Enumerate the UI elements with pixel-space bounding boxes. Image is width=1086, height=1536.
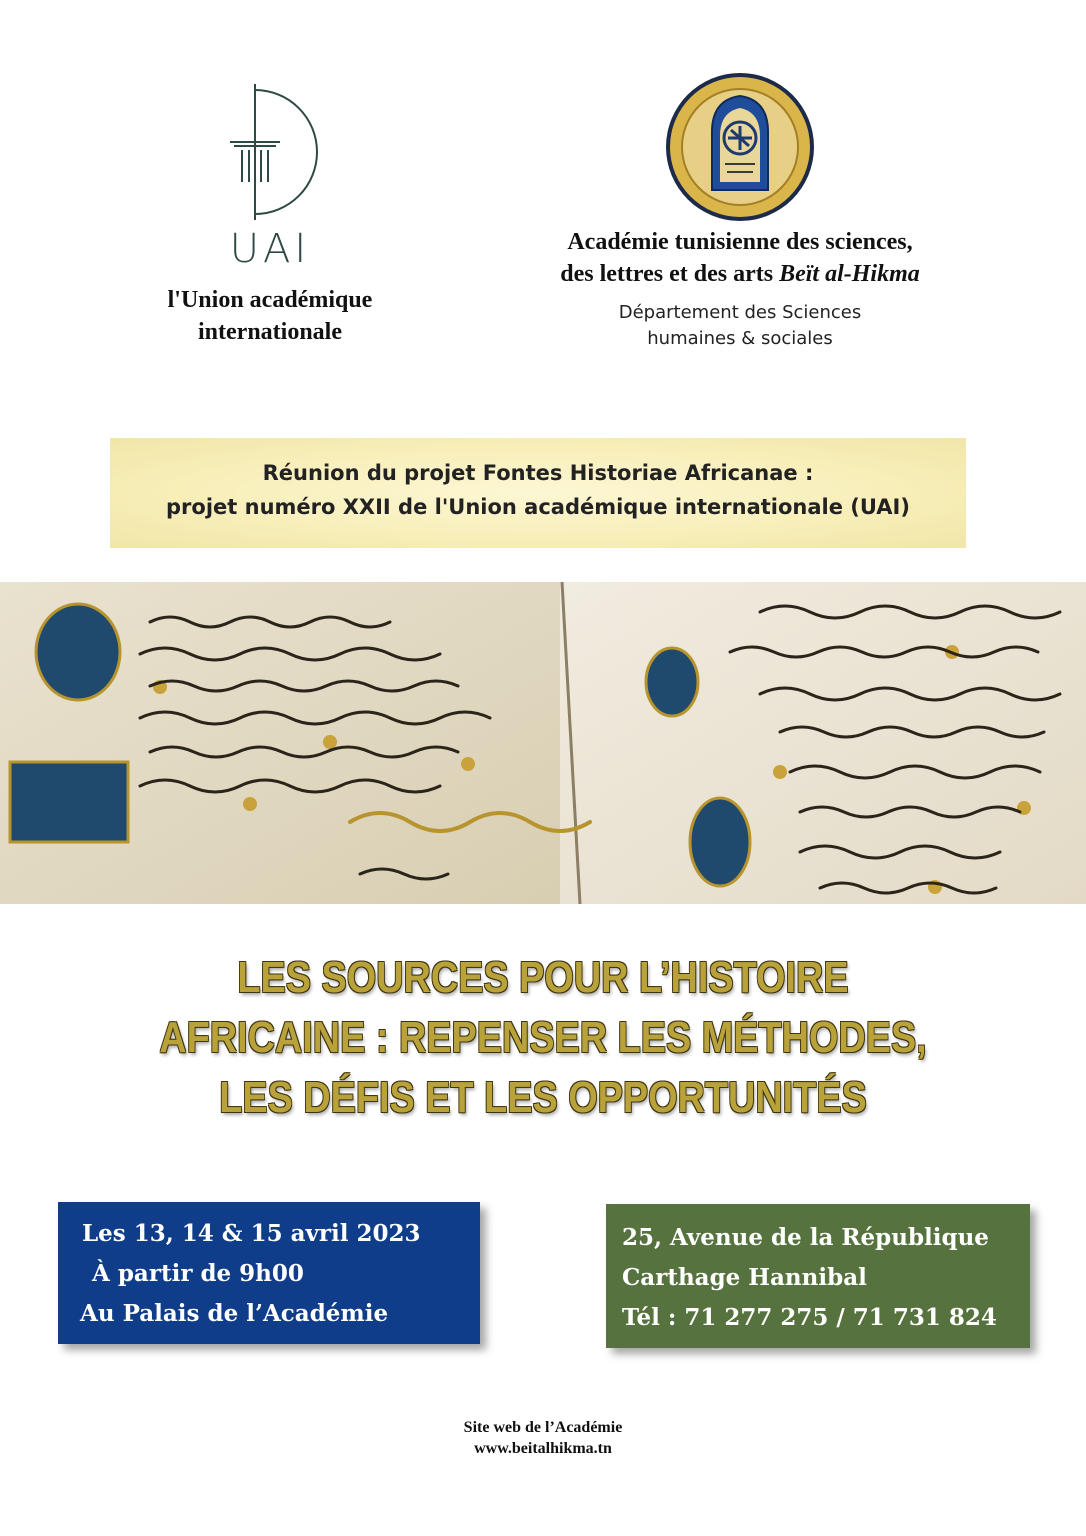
academy-name bbox=[480, 226, 1000, 290]
uai-name bbox=[120, 284, 420, 348]
date-line2: À partir de 9h00 bbox=[92, 1260, 304, 1287]
address-box bbox=[606, 1204, 1030, 1348]
address-line1: 25, Avenue de la République bbox=[622, 1224, 989, 1251]
beit-al-hikma-seal-icon bbox=[665, 72, 815, 222]
phone-line: Tél : 71 277 275 / 71 731 824 bbox=[622, 1304, 997, 1331]
uai-name-line2: internationale bbox=[198, 319, 342, 345]
website-link[interactable]: www.beitalhikma.tn bbox=[474, 1440, 612, 1457]
date-box bbox=[58, 1202, 480, 1344]
title-line2: AFRICAINE : REPENSER LES MÉTHODES, bbox=[159, 1013, 927, 1062]
academy-name-line1: Académie tunisienne des sciences, bbox=[567, 229, 913, 255]
department bbox=[520, 300, 960, 352]
title-line1: LES SOURCES POUR L’HISTOIRE bbox=[237, 953, 849, 1002]
date-line3: Au Palais de l’Académie bbox=[80, 1300, 389, 1327]
project-heading bbox=[110, 456, 966, 524]
project-line1: Réunion du projet Fontes Historiae Africanae : bbox=[262, 461, 814, 485]
main-title bbox=[110, 948, 975, 1128]
academy-name-line2-prefix: des lettres et des arts bbox=[560, 261, 780, 287]
manuscript-image bbox=[0, 582, 1086, 904]
department-line1: Département des Sciences bbox=[618, 302, 862, 323]
date-line1: Les 13, 14 & 15 avril 2023 bbox=[82, 1220, 421, 1247]
uai-logo-icon bbox=[210, 72, 330, 232]
project-line2: projet numéro XXII de l'Union académique internationale (UAI) bbox=[166, 495, 910, 519]
academy-name-line2 bbox=[480, 258, 1000, 290]
department-line2: humaines & sociales bbox=[647, 328, 833, 349]
title-line3: LES DÉFIS ET LES OPPORTUNITÉS bbox=[219, 1073, 867, 1122]
footer bbox=[343, 1417, 743, 1459]
uai-name-line1: l'Union académique bbox=[167, 287, 373, 313]
uai-wordmark: UAI bbox=[229, 226, 311, 272]
footer-label: Site web de l’Académie bbox=[463, 1419, 623, 1436]
address-line2: Carthage Hannibal bbox=[622, 1264, 867, 1291]
academy-name-italic: Beït al-Hikma bbox=[779, 261, 920, 287]
